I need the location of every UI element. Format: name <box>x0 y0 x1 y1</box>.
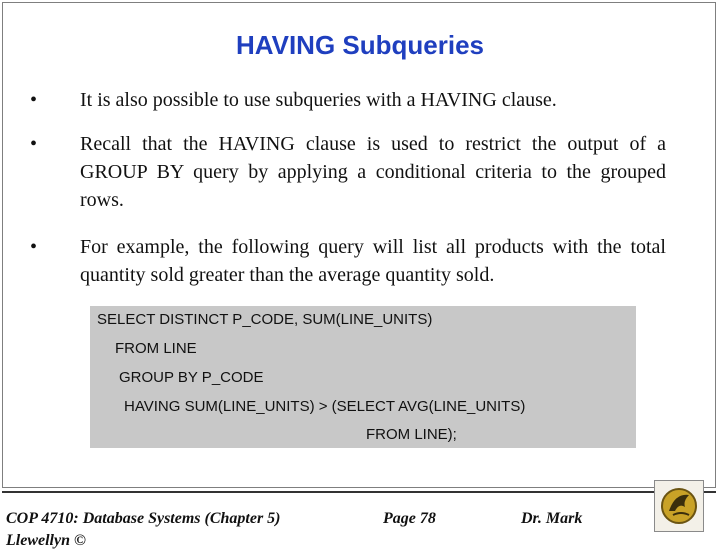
bullet-icon: • <box>30 133 38 155</box>
slide-title: HAVING Subqueries <box>235 30 484 60</box>
sql-line: FROM LINE <box>115 340 197 357</box>
sql-line: GROUP BY P_CODE <box>119 369 264 386</box>
footer-page-number: Page 78 <box>383 510 436 527</box>
sql-code-block <box>90 306 636 448</box>
sql-line: SELECT DISTINCT P_CODE, SUM(LINE_UNITS) <box>97 311 433 328</box>
bullet-icon: • <box>30 89 38 111</box>
footer-course-title: COP 4710: Database Systems (Chapter 5) <box>6 510 281 527</box>
bullet-text: It is also possible to use subqueries with a HAVING clause. <box>80 89 557 111</box>
bullet-icon: • <box>30 236 38 258</box>
bullet-text: Recall that the HAVING clause is used to restrict the output of a GROUP BY query by applying a conditional criteria to the grouped rows. <box>80 133 666 211</box>
sql-line: HAVING SUM(LINE_UNITS) > (SELECT AVG(LINE_UNITS) <box>124 398 526 415</box>
sql-line: FROM LINE); <box>366 426 457 443</box>
bullet-text: For example, the following query will list all products with the total quantity sold greater than the average quantity sold. <box>80 236 666 286</box>
footer-author: Dr. Mark <box>521 510 583 527</box>
footer-divider <box>2 491 716 493</box>
ucf-pegasus-logo-icon <box>654 480 704 532</box>
footer-author-continued: Llewellyn © <box>6 532 86 549</box>
